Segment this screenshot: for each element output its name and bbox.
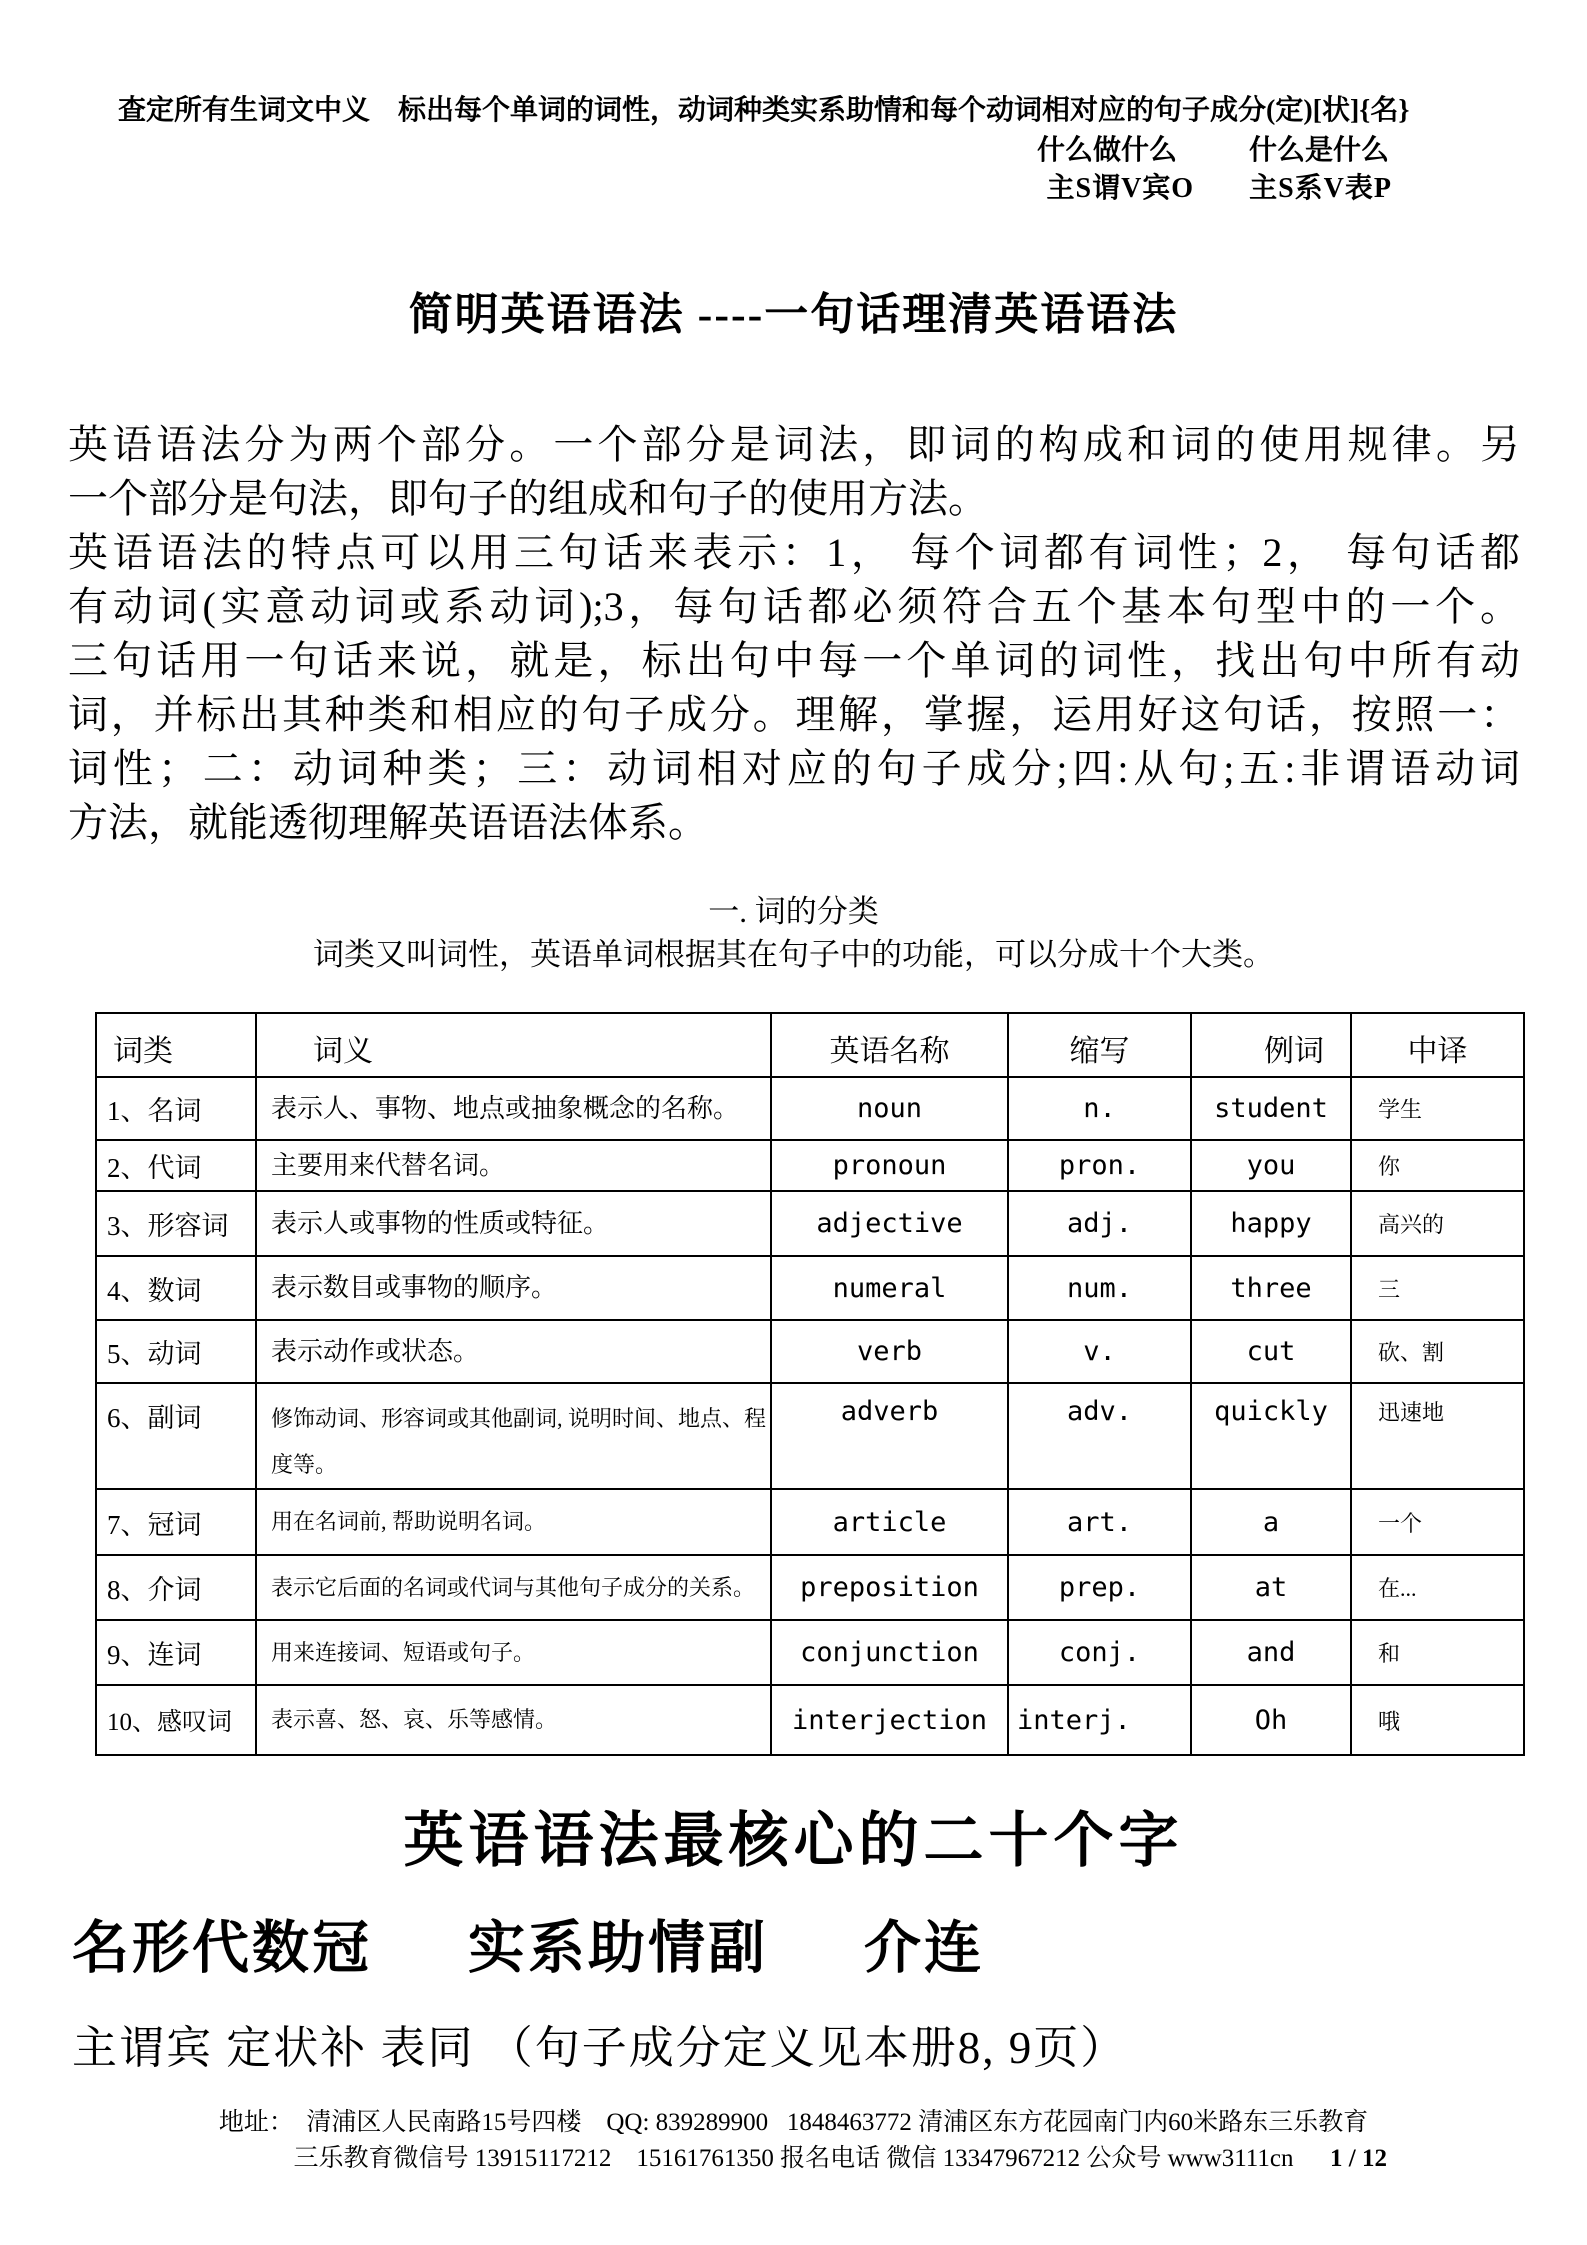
cell-chinese: 迅速地 xyxy=(1351,1383,1524,1489)
cell-example: at xyxy=(1191,1555,1351,1620)
cell-example: Oh xyxy=(1191,1685,1351,1755)
table-row xyxy=(96,1191,1524,1256)
annotation-svp: 主S系V表P xyxy=(1249,173,1392,204)
cell-abbreviation: pron. xyxy=(1008,1140,1191,1191)
cell-word-class: 1、名词 xyxy=(96,1077,256,1140)
section-word-classification xyxy=(0,890,1587,976)
column-header-word-class: 词类 xyxy=(96,1013,256,1077)
page-footer xyxy=(0,2105,1587,2177)
body-line: 一个部分是句法，即句子的组成和句子的使用方法。 xyxy=(68,476,988,521)
cell-chinese: 和 xyxy=(1351,1620,1524,1685)
cell-chinese: 你 xyxy=(1351,1140,1524,1191)
core-group-nouns: 名形代数冠 xyxy=(72,1917,372,1980)
annotation-line1: 查定所有生词文中义 标出每个单词的词性，动词种类实系助情和每个动词相对应的句子成分(定)[状]{名} xyxy=(118,95,1410,126)
cell-word-class: 2、代词 xyxy=(96,1140,256,1191)
column-header-english-name: 英语名称 xyxy=(771,1013,1008,1077)
cell-abbreviation: num. xyxy=(1008,1256,1191,1320)
page-title: 简明英语语法 ----一句话理清英语语法 xyxy=(408,290,1179,339)
sentence-parts-line: 主谓宾 定状补 表同 （句子成分定义见本册8, 9页） xyxy=(72,2023,1128,2073)
cell-abbreviation: prep. xyxy=(1008,1555,1191,1620)
table-row xyxy=(96,1489,1524,1555)
annotation-svo: 主S谓V宾O xyxy=(1046,173,1195,204)
body-line: 英语语法的特点可以用三句话来表示：1， 每个词都有词性；2， 每句话都 xyxy=(68,530,1520,575)
cell-word-class: 8、介词 xyxy=(96,1555,256,1620)
cell-word-class: 7、冠词 xyxy=(96,1489,256,1555)
column-header-chinese: 中译 xyxy=(1351,1013,1524,1077)
cell-abbreviation: v. xyxy=(1008,1320,1191,1383)
cell-word-class: 4、数词 xyxy=(96,1256,256,1320)
cell-word-class: 5、动词 xyxy=(96,1320,256,1383)
body-line: 方法，就能透彻理解英语语法体系。 xyxy=(68,800,708,845)
cell-chinese: 三 xyxy=(1351,1256,1524,1320)
core-group-verbs: 实系助情副 xyxy=(468,1917,768,1980)
cell-chinese: 一个 xyxy=(1351,1489,1524,1555)
annotation-line3 xyxy=(0,170,1392,208)
cell-english-name: verb xyxy=(771,1320,1008,1383)
cell-word-class: 6、副词 xyxy=(96,1383,256,1489)
cell-meaning: 主要用来代替名词。 xyxy=(256,1140,771,1191)
body-line: 英语语法分为两个部分。一个部分是词法，即词的构成和词的使用规律。另 xyxy=(68,422,1520,467)
core-word-groups xyxy=(72,1913,1587,1985)
cell-example: happy xyxy=(1191,1191,1351,1256)
section-heading: 一. 词的分类 xyxy=(708,894,879,929)
body-line: 词，并标出其种类和相应的句子成分。理解，掌握，运用好这句话，按照一： xyxy=(68,692,1520,737)
cell-abbreviation: conj. xyxy=(1008,1620,1191,1685)
cell-english-name: adverb xyxy=(771,1383,1008,1489)
table-row xyxy=(96,1140,1524,1191)
cell-english-name: preposition xyxy=(771,1555,1008,1620)
column-header-abbreviation: 缩写 xyxy=(1008,1013,1191,1077)
cell-chinese: 哦 xyxy=(1351,1685,1524,1755)
cell-abbreviation: n. xyxy=(1008,1077,1191,1140)
cell-meaning: 修饰动词、形容词或其他副词, 说明时间、地点、程度等。 xyxy=(256,1383,771,1489)
cell-example: and xyxy=(1191,1620,1351,1685)
column-header-meaning: 词义 xyxy=(256,1013,771,1077)
cell-example: student xyxy=(1191,1077,1351,1140)
cell-example: quickly xyxy=(1191,1383,1351,1489)
cell-meaning: 用在名词前, 帮助说明名词。 xyxy=(256,1489,771,1555)
cell-english-name: pronoun xyxy=(771,1140,1008,1191)
table-row xyxy=(96,1077,1524,1140)
cell-word-class: 3、形容词 xyxy=(96,1191,256,1256)
word-class-table xyxy=(95,1012,1525,1756)
cell-english-name: adjective xyxy=(771,1191,1008,1256)
cell-word-class: 10、感叹词 xyxy=(96,1685,256,1755)
body-line: 三句话用一句话来说，就是，标出句中每一个单词的词性，找出句中所有动 xyxy=(68,638,1520,683)
cell-chinese: 砍、割 xyxy=(1351,1320,1524,1383)
page-number: 1 / 12 xyxy=(1330,2145,1387,2172)
body-line: 词性；二：动词种类；三：动词相对应的句子成分;四:从句;五:非谓语动词 xyxy=(68,746,1520,791)
cell-example: you xyxy=(1191,1140,1351,1191)
annotation-what-do: 什么做什么 xyxy=(1036,135,1177,166)
cell-chinese: 高兴的 xyxy=(1351,1191,1524,1256)
table-row xyxy=(96,1256,1524,1320)
cell-example: three xyxy=(1191,1256,1351,1320)
cell-meaning: 用来连接词、短语或句子。 xyxy=(256,1620,771,1685)
top-annotation xyxy=(0,0,1587,208)
cell-word-class: 9、连词 xyxy=(96,1620,256,1685)
table-row xyxy=(96,1620,1524,1685)
section-subheading: 词类又叫词性，英语单词根据其在句子中的功能，可以分成十个大类。 xyxy=(313,937,1274,972)
cell-meaning: 表示人或事物的性质或特征。 xyxy=(256,1191,771,1256)
body-paragraphs xyxy=(68,418,1520,850)
core-group-connectors: 介连 xyxy=(864,1917,984,1980)
table-header-row xyxy=(96,1013,1524,1077)
cell-example: cut xyxy=(1191,1320,1351,1383)
cell-meaning: 表示喜、怒、哀、乐等感情。 xyxy=(256,1685,771,1755)
cell-abbreviation: interj. xyxy=(1008,1685,1191,1755)
core-twenty-heading: 英语语法最核心的二十个字 xyxy=(403,1808,1184,1874)
cell-english-name: interjection xyxy=(771,1685,1008,1755)
annotation-line2 xyxy=(0,132,1389,170)
cell-abbreviation: adv. xyxy=(1008,1383,1191,1489)
cell-english-name: conjunction xyxy=(771,1620,1008,1685)
cell-example: a xyxy=(1191,1489,1351,1555)
table-row xyxy=(96,1383,1524,1489)
cell-english-name: numeral xyxy=(771,1256,1008,1320)
table-row xyxy=(96,1320,1524,1383)
cell-chinese: 在... xyxy=(1351,1555,1524,1620)
cell-meaning: 表示数目或事物的顺序。 xyxy=(256,1256,771,1320)
footer-address-line: 地址： 清浦区人民南路15号四楼 QQ: 839289900 1848463772 清浦区东方花园南门内60米路东三乐教育 xyxy=(218,2109,1369,2136)
cell-meaning: 表示人、事物、地点或抽象概念的名称。 xyxy=(256,1077,771,1140)
annotation-what-is: 什么是什么 xyxy=(1248,135,1389,166)
footer-contact-line: 三乐教育微信号 13915117212 15161761350 报名电话 微信 13347967212 公众号 www3111cn xyxy=(293,2145,1294,2172)
cell-english-name: article xyxy=(771,1489,1008,1555)
cell-abbreviation: adj. xyxy=(1008,1191,1191,1256)
column-header-example: 例词 xyxy=(1191,1013,1351,1077)
cell-abbreviation: art. xyxy=(1008,1489,1191,1555)
table-row xyxy=(96,1685,1524,1755)
body-line: 有动词(实意动词或系动词);3，每句话都必须符合五个基本句型中的一个。 xyxy=(68,584,1520,629)
cell-meaning: 表示它后面的名词或代词与其他句子成分的关系。 xyxy=(256,1555,771,1620)
cell-english-name: noun xyxy=(771,1077,1008,1140)
cell-meaning: 表示动作或状态。 xyxy=(256,1320,771,1383)
cell-chinese: 学生 xyxy=(1351,1077,1524,1140)
table-row xyxy=(96,1555,1524,1620)
